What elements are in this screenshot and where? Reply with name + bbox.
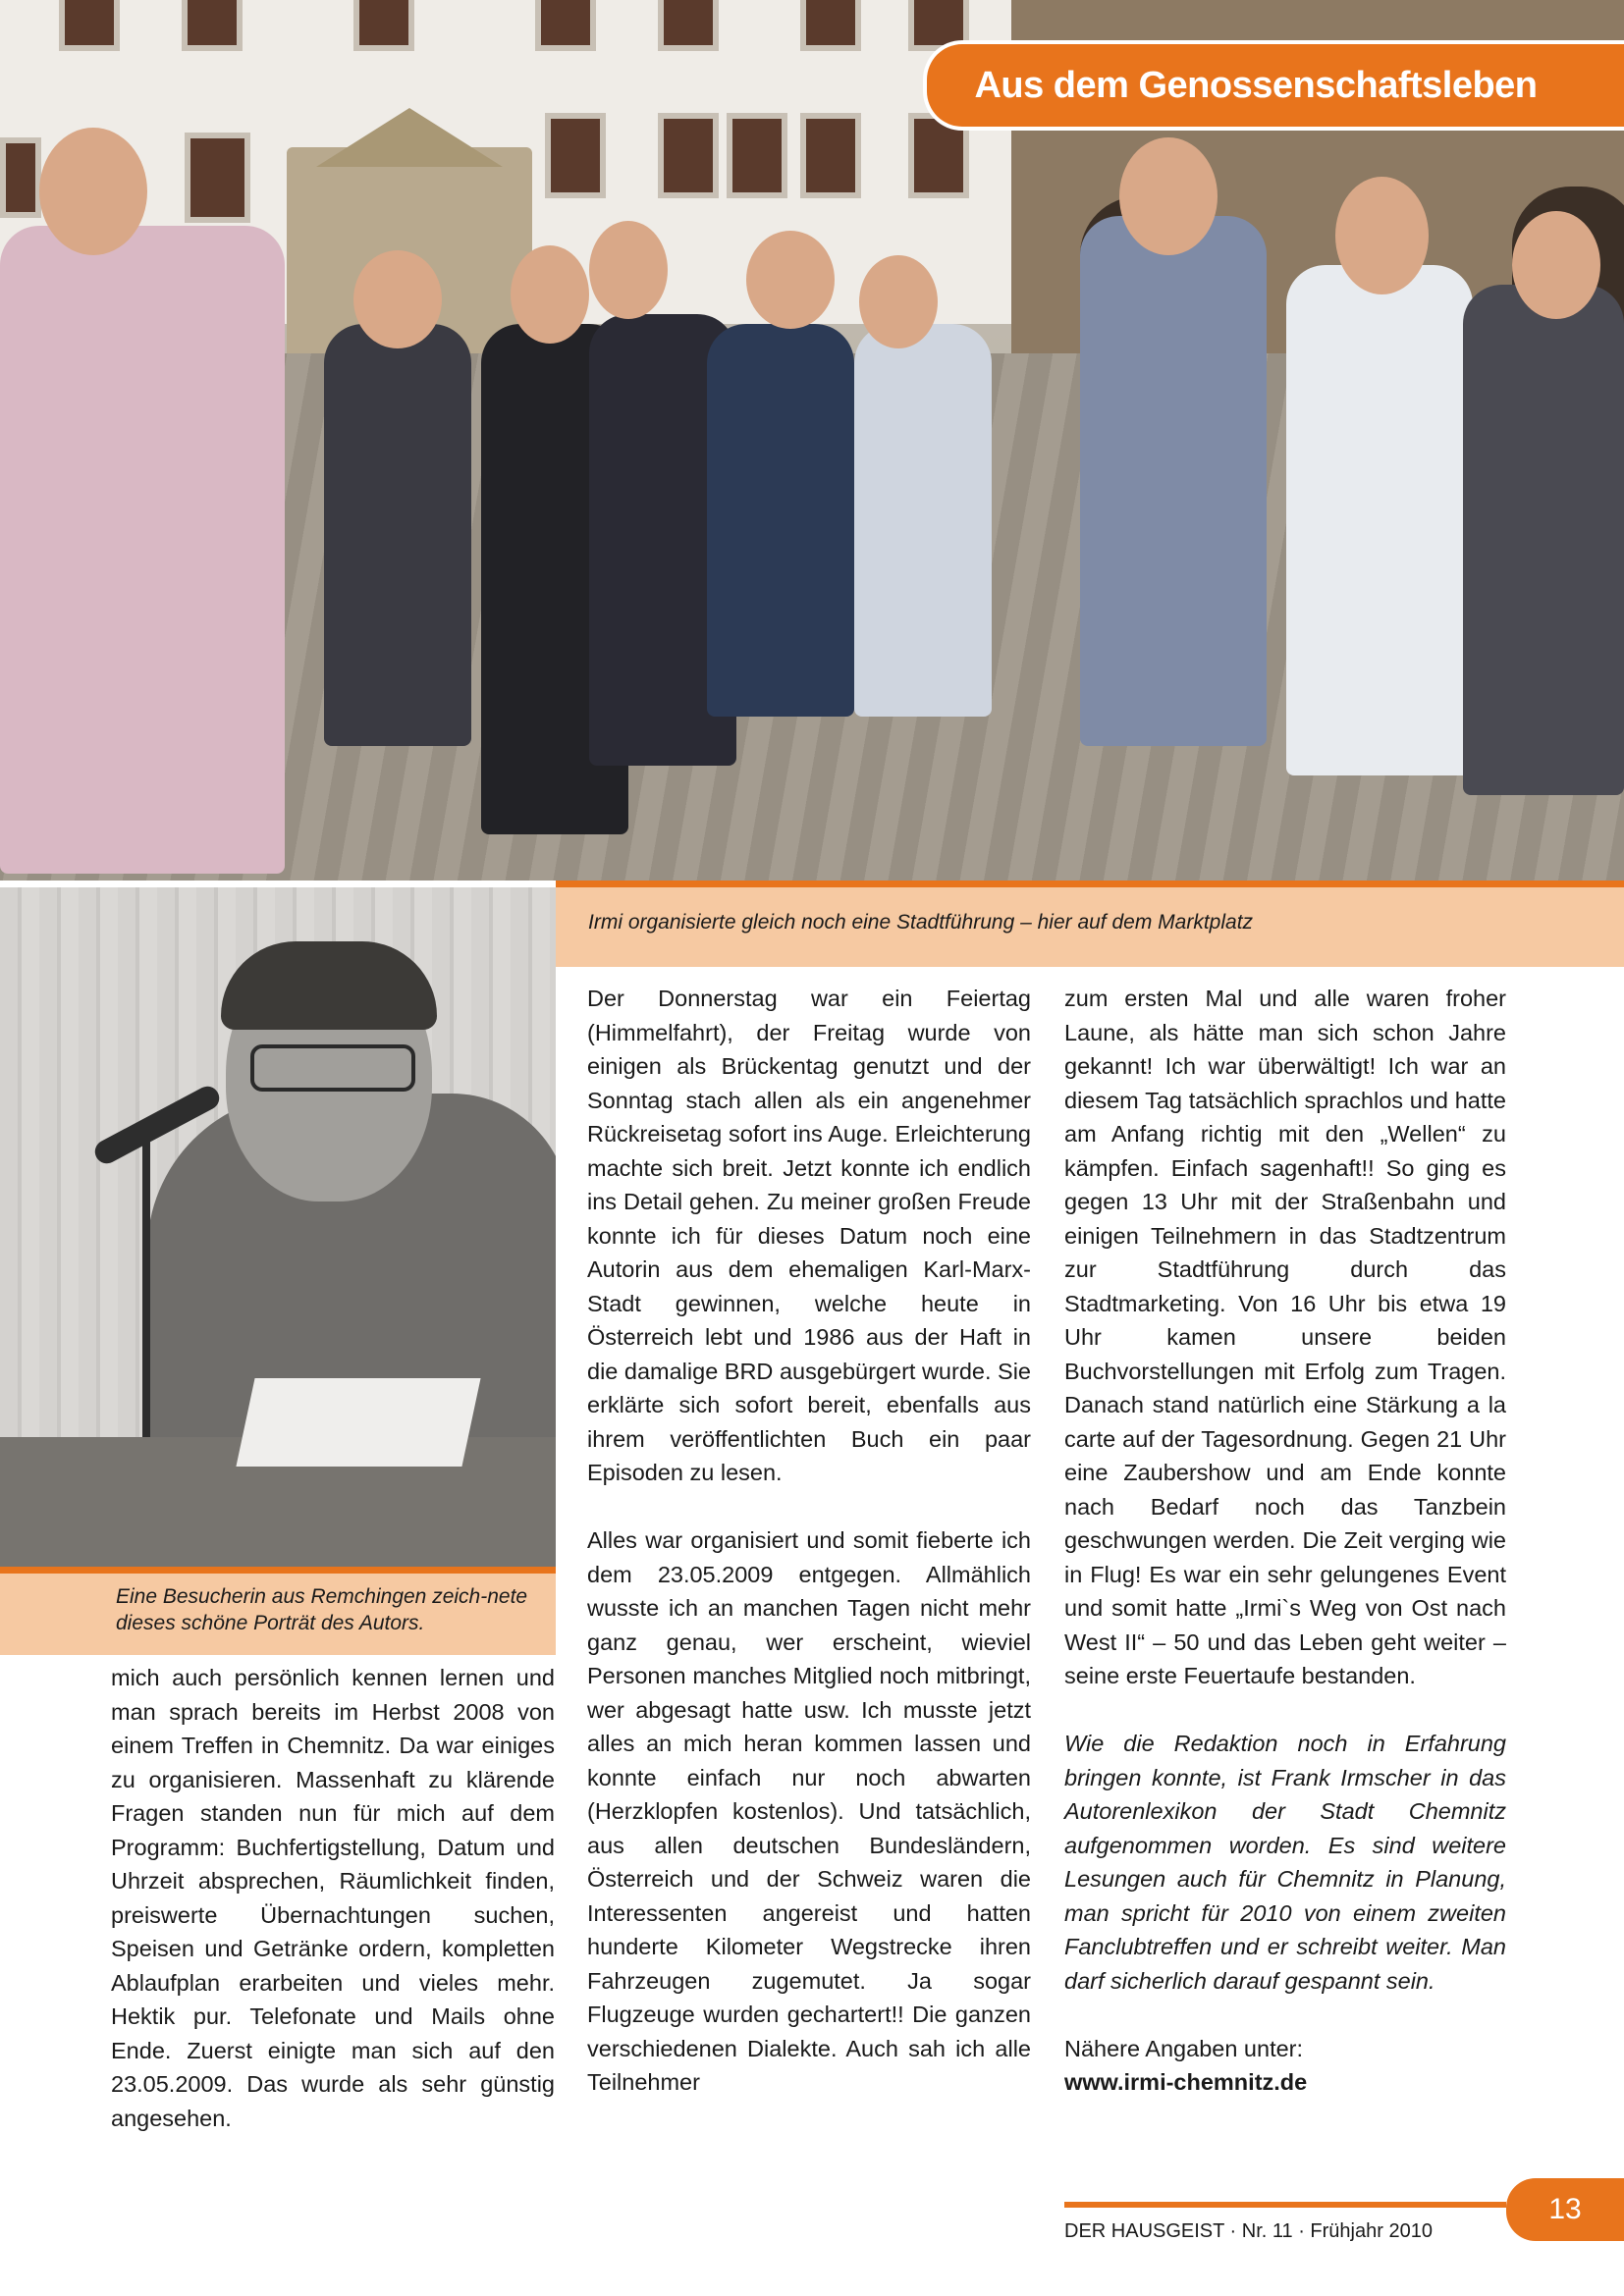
article-column-left <box>111 1661 555 2135</box>
website-link[interactable]: www.irmi-chemnitz.de <box>1064 2069 1308 2095</box>
window <box>800 0 861 51</box>
microphone-stand <box>142 1123 150 1447</box>
person <box>0 226 285 874</box>
paragraph: Der Donnerstag war ein Feiertag (Himmelfahrt), der Freitag wurde von einigen als Brückentag genutzt und der Sonntag stach allen als ein angenehmer Rückreisetag sofort ins Auge. Erleichterung machte sich breit. Jetzt konnte ich endlich ins Detail gehen. Zu meiner großen Freude konnte ich für dieses Datum noch eine Autorin aus dem ehemaligen Karl-Marx-Stadt gewinnen, welche heute in Österreich lebt und 1986 aus der Haft in die damalige BRD ausgebürgert wurde. Sie erklärte sich sofort bereit, ebenfalls aus ihrem veröffentlichten Buch ein paar Episoden zu lesen. <box>587 986 1031 1485</box>
person-head <box>746 231 835 329</box>
article-column-middle <box>587 982 1031 2100</box>
person <box>1463 285 1624 795</box>
person-head <box>39 128 147 255</box>
person-head <box>1119 137 1218 255</box>
footer-rule <box>1064 2202 1506 2208</box>
person <box>707 324 854 717</box>
page-number: 13 <box>1506 2178 1624 2241</box>
section-header-tab <box>927 44 1624 127</box>
more-info-label: Nähere Angaben unter: <box>1064 2035 1304 2061</box>
person <box>854 324 992 717</box>
person-head <box>1335 177 1429 294</box>
person-head <box>1512 211 1600 319</box>
window <box>0 137 41 218</box>
window <box>182 0 243 51</box>
photo-caption: Irmi organisierte gleich noch eine Stadtführung – hier auf dem Marktplatz <box>588 911 1254 934</box>
section-title: Aus dem Genossenschaftsleben <box>974 64 1538 106</box>
window <box>658 0 719 51</box>
photo-caption-band <box>556 881 1624 967</box>
paragraph: zum ersten Mal und alle waren froher Laune, als hätte man sich schon Jahre gekannt! Ich war überwältigt! Ich war an diesem Tag tatsächlich sprachlos und hatte am Anfang richtig mit den „Wellen“ zu kämpfen. Einfach sagenhaft!! So ging es gegen 13 Uhr mit der Straßenbahn und einigen Teilnehmern in das Stadtzentrum zur Stadtführung durch das Stadtmarketing. Von 16 Uhr bis etwa 19 Uhr kamen unsere beiden Buchvorstellungen mit Erfolg zum Tragen. Danach stand natürlich eine Stärkung a la carte auf der Tagesordnung. Gegen 21 Uhr eine Zaubershow und am Ende konnte nach Bedarf noch das Tanzbein geschwungen werden. Die Zeit verging wie in Flug! Es war ein sehr gelungenes Event und somit hatte „Irmi`s Weg von Ost nach West II“ – 50 und das Leben geht weiter – seine erste Feuertaufe bestanden. <box>1064 986 1506 1688</box>
portrait-caption-band <box>0 1567 556 1655</box>
portrait-book <box>236 1378 480 1467</box>
window <box>658 113 719 198</box>
window <box>727 113 787 198</box>
person-head <box>589 221 668 319</box>
window <box>185 133 250 223</box>
article-column-right <box>1064 982 1506 2100</box>
portrait-glasses <box>250 1044 415 1092</box>
portrait-hair <box>221 941 437 1030</box>
person-head <box>353 250 442 348</box>
window <box>59 0 120 51</box>
market-square-photo <box>0 0 1624 881</box>
paragraph: Alles war organisiert und somit fieberte ich dem 23.05.2009 entgegen. Allmählich wusste ich an manchen Tagen nicht mehr ganz genau, wer erscheint, wieviel Personen manches Mitglied noch mitbringt, wer abgesagt hatte usw. Ich musste jetzt alles an mich heran kommen lassen und konnte einfach nur noch abwarten (Herzklopfen kostenlos). Und tatsächlich, aus allen deutschen Bundesländern, Österreich und der Schweiz waren die Interessenten angereist und hatten hunderte Kilometer Wegstrecke ihren Fahrzeugen zugemutet. Ja sogar Flugzeuge wurden gechartert!! Die ganzen verschiedenen Dialekte. Auch sah ich alle Teilnehmer <box>587 1527 1031 2095</box>
window <box>545 113 606 198</box>
person <box>1286 265 1473 775</box>
portrait-caption: Eine Besucherin aus Remchingen zeich-nete dieses schöne Porträt des Autors. <box>116 1585 528 1634</box>
magazine-issue: DER HAUSGEIST · Nr. 11 · Frühjahr 2010 <box>1064 2220 1433 2242</box>
window <box>353 0 414 51</box>
person-head <box>859 255 938 348</box>
window <box>800 113 861 198</box>
person <box>324 324 471 746</box>
person <box>1080 216 1267 746</box>
person-head <box>511 245 589 344</box>
editorial-note: Wie die Redaktion noch in Erfahrung bringen konnte, ist Frank Irmscher in das Autorenlexikon der Stadt Chemnitz aufgenommen worden. Es sind weitere Lesungen auch für Chemnitz in Planung, man spricht für 2010 von einem zweiten Fanclubtreffen und er schreibt weiter. Man darf sicherlich darauf gespannt sein. <box>1064 1731 1506 1994</box>
window <box>535 0 596 51</box>
paragraph: mich auch persönlich kennen lernen und man sprach bereits im Herbst 2008 von einem Treffen in Chemnitz. Da war einiges zu organisieren. Massenhaft zu klärende Fragen standen nun für mich auf dem Programm: Buchfertigstellung, Datum und Uhrzeit absprechen, Räumlichkeit finden, preiswerte Übernachtungen suchen, Speisen und Getränke ordern, kompletten Ablaufplan erarbeiten und vieles mehr. Hektik pur. Telefonate und Mails ohne Ende. Zuerst einigte man sich auf den 23.05.2009. Das wurde als sehr günstig angesehen. <box>111 1665 555 2131</box>
author-portrait-drawing <box>0 887 556 1567</box>
